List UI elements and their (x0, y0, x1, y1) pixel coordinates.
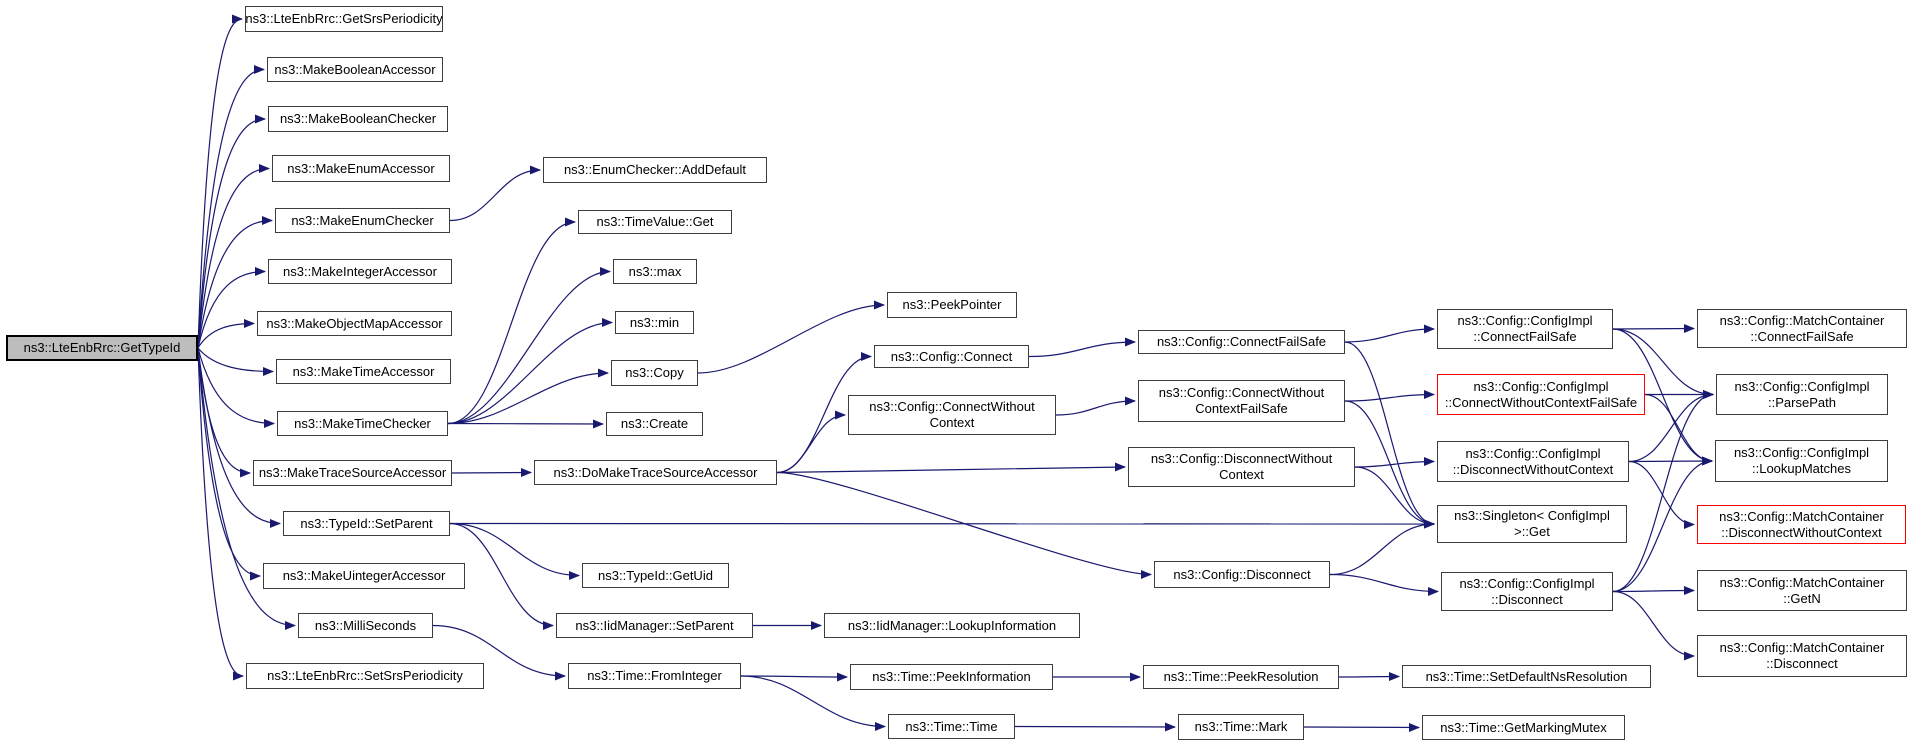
call-edge-root-lteenbrrc-gettypeid--typeid-setparent (198, 348, 280, 524)
node-label-line: ns3::Singleton< ConfigImpl (1454, 508, 1610, 523)
node-label-line: ns3::Config::MatchContainer (1719, 640, 1885, 655)
graph-node-maketimeaccessor[interactable] (276, 359, 451, 384)
call-edge-maketimechecker--timevalue-get (448, 222, 575, 424)
call-edge-typeid-setparent--iidmanager-setparent (450, 524, 553, 626)
node-label-line: ns3::MakeBooleanChecker (279, 111, 437, 126)
node-label-line: ns3::IidManager::SetParent (575, 617, 734, 633)
call-edge-config-disconnect--configimpl-disconnect (1330, 575, 1438, 592)
node-label-line: ns3::MakeEnumAccessor (287, 160, 435, 176)
node-label-line: ns3::Time::Time (905, 718, 998, 734)
graph-node-create[interactable] (606, 412, 703, 436)
call-edge-maketimechecker--min (448, 323, 612, 424)
node-label-line: ns3::Config::ConfigImpl (1465, 445, 1601, 461)
node-label-line: ns3::Time::FromInteger (587, 668, 722, 683)
graph-node-time-time[interactable] (888, 714, 1015, 739)
node-label-line: ns3::LteEnbRrc::SetSrsPeriodicity (267, 668, 463, 683)
graph-node-time-getmarkingmutex[interactable] (1422, 715, 1625, 740)
node-label-line: ns3::MakeIntegerAccessor (283, 263, 437, 279)
node-label-line: ns3::Config::ConnectFailSafe (1156, 334, 1327, 349)
node-label-line: ns3::Config::ConfigImpl (1734, 378, 1870, 394)
call-edge-config-connectwithoutcontextfailsafe--singleton-configimpl-get (1345, 401, 1434, 524)
graph-node-makebooleanchecker[interactable] (268, 106, 448, 132)
call-edge-domaketracesourceaccessor--config-disconnectwithoutcontext (777, 467, 1125, 473)
node-label-line: ns3::IidManager::LookupInformation (847, 617, 1057, 633)
call-edge-root-lteenbrrc-gettypeid--maketimeaccessor (198, 348, 273, 372)
node-label-line: ns3::Time::GetMarkingMutex (1440, 719, 1607, 735)
graph-node-configimpl-disconnectwithoutcontext[interactable] (1437, 441, 1629, 482)
node-label-line: ns3::Copy (625, 365, 684, 380)
call-edge-config-disconnectwithoutcontext--configimpl-disconnectwithoutcontext (1355, 462, 1434, 468)
node-label-line: ns3::Config::ConfigImpl (1457, 313, 1593, 328)
node-label-line: ns3::Config::ConfigImpl (1473, 378, 1609, 394)
graph-node-root-lteenbrrc-gettypeid[interactable] (6, 335, 198, 361)
graph-node-config-connectwithoutcontext[interactable] (848, 395, 1056, 435)
node-label-line: ns3::TimeValue::Get (596, 214, 714, 229)
node-label-line: ::ConnectFailSafe (1750, 328, 1854, 344)
call-edge-maketracesourceaccessor--domaketracesourceaccessor (452, 473, 531, 474)
graph-node-singleton-configimpl-get[interactable] (1437, 505, 1627, 543)
call-edge-time-peekresolution--time-setdefaultnsresolution (1339, 677, 1399, 678)
call-edge-makeenumchecker--enumchecker-adddefault (450, 170, 540, 221)
call-edge-maketimechecker--create (448, 424, 603, 425)
call-edge-root-lteenbrrc-gettypeid--makebooleanaccessor (198, 69, 264, 348)
node-label-line: Context (1219, 467, 1264, 482)
graph-node-iidmanager-lookupinformation[interactable] (824, 613, 1080, 638)
node-label-line: ns3::MilliSeconds (314, 617, 417, 633)
node-label-line: ns3::Config::ConfigImpl (1459, 575, 1595, 591)
graph-node-config-disconnectwithoutcontext[interactable] (1128, 447, 1355, 487)
node-label-line: ns3::Config::Connect (890, 348, 1013, 364)
graph-node-makeenumaccessor[interactable] (272, 155, 450, 182)
graph-node-peekpointer[interactable] (887, 292, 1017, 318)
call-edge-configimpl-connectfailsafe--matchcontainer-connectfailsafe (1613, 329, 1694, 330)
graph-node-configimpl-disconnect[interactable] (1441, 572, 1613, 611)
node-label-line: ns3::MakeTimeAccessor (292, 363, 435, 379)
call-edge-configimpl-disconnectwithoutcontext--matchcontainer-disconnectwithoutcontext (1629, 462, 1694, 525)
node-label-line: ns3::Config::MatchContainer (1719, 508, 1884, 524)
graph-node-makebooleanaccessor[interactable] (267, 57, 443, 82)
node-label-line: ::ParsePath (1768, 394, 1836, 410)
call-edge-root-lteenbrrc-gettypeid--maketracesourceaccessor (198, 348, 250, 473)
node-label-line: ::GetN (1783, 590, 1821, 606)
call-edge-configimpl-disconnect--configimpl-parsepath (1613, 395, 1713, 592)
node-label-line: ns3::MakeEnumChecker (291, 212, 434, 228)
graph-node-configimpl-parsepath[interactable] (1716, 374, 1888, 415)
graph-node-config-connectfailsafe[interactable] (1138, 330, 1345, 354)
node-label-line: ns3::MakeTimeChecker (294, 415, 431, 431)
call-edge-configimpl-disconnect--matchcontainer-disconnect (1613, 592, 1694, 657)
graph-node-enumchecker-adddefault[interactable] (543, 157, 767, 183)
node-label-line: ns3::max (628, 263, 682, 279)
call-edge-root-lteenbrrc-gettypeid--maketimechecker (198, 348, 274, 424)
node-label-line: ::Disconnect (1766, 656, 1838, 671)
node-label-line: ns3::Time::SetDefaultNsResolution (1425, 668, 1628, 684)
graph-node-domaketracesourceaccessor[interactable] (534, 460, 777, 485)
call-edge-copy--peekpointer (698, 305, 884, 373)
call-edge-config-connectfailsafe--configimpl-connectfailsafe (1345, 329, 1434, 342)
node-label-line: ns3::Config::DisconnectWithout (1150, 451, 1333, 466)
call-edge-time-time--time-mark (1015, 727, 1175, 728)
call-edge-config-connectfailsafe--singleton-configimpl-get (1345, 342, 1434, 524)
node-label-line: ns3::MakeBooleanAccessor (274, 61, 436, 77)
graph-node-configimpl-connectwithoutcontextfailsafe[interactable] (1437, 374, 1645, 415)
graph-node-iidmanager-setparent[interactable] (556, 613, 753, 638)
graph-node-matchcontainer-connectfailsafe[interactable] (1697, 309, 1907, 348)
node-label-line: ns3::Config::ConfigImpl (1733, 445, 1870, 460)
node-label-line: ::LookupMatches (1751, 461, 1851, 476)
graph-node-copy[interactable] (611, 360, 698, 386)
graph-node-matchcontainer-getn[interactable] (1697, 570, 1907, 611)
graph-node-time-mark[interactable] (1178, 714, 1304, 740)
graph-node-timevalue-get[interactable] (578, 210, 732, 234)
graph-node-makeobjectmapaccessor[interactable] (257, 311, 452, 336)
graph-node-makeuintegeraccessor[interactable] (263, 563, 465, 589)
node-label-line: ns3::Time::Mark (1194, 719, 1288, 734)
node-label-line: Context (929, 415, 975, 430)
graph-node-config-disconnect[interactable] (1154, 561, 1330, 588)
graph-node-time-frominteger[interactable] (568, 663, 741, 689)
node-label-line: ns3::LteEnbRrc::GetTypeId (23, 340, 181, 355)
graph-node-maketimechecker[interactable] (277, 411, 448, 436)
call-edge-domaketracesourceaccessor--config-connectwithoutcontext (777, 415, 845, 473)
graph-node-config-connect[interactable] (874, 345, 1029, 368)
node-label-line: ::DisconnectWithoutContext (1721, 524, 1882, 540)
graph-node-makeenumchecker[interactable] (275, 208, 450, 233)
node-label-line: ns3::Config::ConnectWithout (1158, 385, 1325, 400)
call-edge-config-connectwithoutcontext--config-connectwithoutcontextfailsafe (1056, 401, 1135, 415)
call-edge-configimpl-disconnectwithoutcontext--configimpl-lookupmatches (1629, 461, 1712, 462)
node-label-line: ::ConnectFailSafe (1473, 329, 1577, 344)
graph-node-configimpl-lookupmatches[interactable] (1715, 440, 1888, 482)
call-edge-typeid-setparent--singleton-configimpl-get (450, 524, 1434, 525)
graph-node-lteenbrrc-setsrsperiodicity[interactable] (246, 663, 484, 689)
call-edge-configimpl-disconnect--matchcontainer-getn (1613, 591, 1694, 592)
graph-node-milliseconds[interactable] (298, 613, 433, 638)
node-label-line: ns3::MakeUintegerAccessor (282, 568, 446, 583)
node-label-line: ns3::Config::MatchContainer (1719, 312, 1885, 328)
node-label-line: ns3::Config::ConnectWithout (869, 399, 1035, 414)
node-label-line: ns3::Config::MatchContainer (1719, 574, 1885, 590)
node-label-line: ns3::min (629, 314, 680, 330)
graph-node-time-peekinformation[interactable] (850, 664, 1053, 690)
node-label-line: ::DisconnectWithoutContext (1452, 461, 1614, 477)
node-label-line: ns3::EnumChecker::AddDefault (563, 162, 747, 177)
node-label-line: ns3::DoMakeTraceSourceAccessor (553, 464, 758, 480)
graph-node-maketracesourceaccessor[interactable] (253, 460, 452, 486)
graph-node-matchcontainer-disconnect[interactable] (1697, 635, 1907, 677)
node-label-line: ns3::MakeObjectMapAccessor (266, 315, 443, 331)
call-edge-config-connectwithoutcontextfailsafe--configimpl-connectwithoutcontextfailsafe (1345, 395, 1434, 402)
node-label-line: ns3::TypeId::SetParent (300, 515, 433, 531)
node-label-line: ns3::MakeTraceSourceAccessor (258, 465, 447, 480)
call-edge-configimpl-connectwithoutcontextfailsafe--configimpl-lookupmatches (1645, 395, 1712, 462)
graph-node-typeid-getuid[interactable] (582, 563, 729, 588)
graph-node-max[interactable] (613, 259, 697, 284)
node-label-line: ContextFailSafe (1195, 401, 1288, 416)
call-edge-config-disconnect--singleton-configimpl-get (1330, 524, 1434, 575)
node-label-line: ::Disconnect (1491, 591, 1563, 607)
graph-node-config-connectwithoutcontextfailsafe[interactable] (1138, 380, 1345, 422)
call-edge-config-connect--config-connectfailsafe (1029, 342, 1135, 357)
graph-node-lteenbrrc-getsrsperiodicity[interactable] (245, 6, 443, 32)
node-label-line: ns3::Config::Disconnect (1173, 566, 1311, 582)
graph-node-min[interactable] (615, 311, 694, 334)
graph-node-makeintegeraccessor[interactable] (268, 259, 452, 284)
graph-node-time-setdefaultnsresolution[interactable] (1402, 665, 1651, 688)
node-label-line: ns3::LteEnbRrc::GetSrsPeriodicity (245, 11, 443, 26)
graph-node-matchcontainer-disconnectwithoutcontext[interactable] (1697, 505, 1906, 544)
call-edge-root-lteenbrrc-gettypeid--makeobjectmapaccessor (198, 324, 254, 349)
node-label-line: ns3::Create (620, 416, 689, 431)
call-edge-typeid-setparent--typeid-getuid (450, 524, 579, 576)
graph-node-typeid-setparent[interactable] (283, 511, 450, 536)
node-label-line: ns3::TypeId::GetUid (598, 567, 713, 583)
graph-node-configimpl-connectfailsafe[interactable] (1437, 309, 1613, 349)
call-edge-time-mark--time-getmarkingmutex (1304, 727, 1419, 728)
call-edge-maketimechecker--max (448, 272, 610, 424)
node-label-line: ::ConnectWithoutContextFailSafe (1444, 394, 1638, 410)
node-label-line: ns3::Time::PeekInformation (872, 669, 1031, 684)
node-label-line: >::Get (1514, 524, 1550, 539)
graph-node-time-peekresolution[interactable] (1143, 665, 1339, 689)
node-label-line: ns3::PeekPointer (902, 297, 1002, 312)
node-label-line: ns3::Time::PeekResolution (1163, 669, 1319, 684)
